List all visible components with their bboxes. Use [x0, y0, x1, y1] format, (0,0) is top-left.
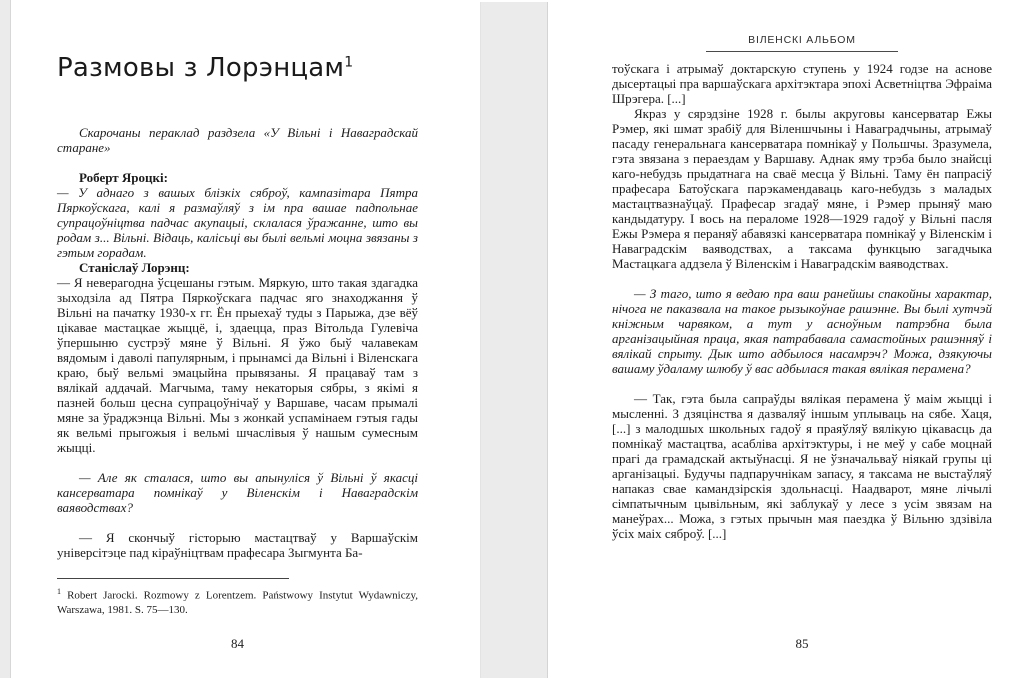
footnote-marker: 1 — [57, 587, 61, 596]
speaker-name-lorentz: Станіслаў Лорэнц: — [79, 260, 190, 275]
dialogue-answer-1: — Я неверагодна ўсцешаны гэтым. Мяркую, што такая здагадка зыходзіла ад Пятра Пяркоўскага падчас яго знаходжання ў Вільні на пачатку 1930-х гг. Ён прыехаў туды з Парыжа, дзе вёў цікавае мастацкае жыццё, і, здаецца, праз Вітольда Гулевіча ўпершыню сустрэў мяне ў Вільні. Я ўжо быў чалавекам вядомым і даволі папулярным, і прынамсі да Вільні і Віленскага краю, быў вельмі эмацыйна прывязаны. Я працаваў там з вялікай аддачай. Магчыма, таму некаторыя сябры, з якімі я пазней больш цесна супрацоўнічаў у Варшаве, часам прымалі мяне за ўраджэнца Вільні. Мы з жонкай успамінаем гэтыя гады як вельмі прыгожыя і вельмі шчаслівыя ў нашым сумесным жыцці. — [57, 275, 418, 455]
page-number-left: 84 — [231, 636, 244, 651]
page-number-right: 85 — [795, 636, 809, 651]
book-page-left — [11, 0, 480, 678]
book-page-right — [548, 0, 1024, 678]
chapter-subtitle: Скарочаны пераклад раздзела «У Вільні і Наваградскай старане» — [57, 125, 418, 155]
dialogue-question-2: — Але як сталася, што вы апынуліся ў Вільні ў якасці кансерватара помнікаў у Віленскім і Наваградскім ваяводствах? — [57, 470, 418, 515]
chapter-title — [57, 52, 418, 84]
footnote-block — [57, 578, 418, 617]
running-header: ВІЛЕНСКІ АЛЬБОМ — [706, 34, 898, 52]
footnote-text: Robert Jarocki. Rozmowy z Lorentzem. Państwowy Instytut Wydawniczy, Warszawa, 1981. S. 75—130. — [57, 589, 418, 616]
dialogue-question-1: — У аднаго з вашых блізкіх сяброў, кампазітара Пятра Пяркоўскага, калі я размаўляў з ім пра вашае падпольнае супрацоўніцтва падчас акупацыі, склалася ўражанне, што вы родам з... Вільні. Відаць, калісьці вы былі вельмі моцна звязаны з гэтым горадам. — [57, 185, 418, 260]
dialogue-answer-2-start: — Я скончыў гісторыю мастацтваў у Варшаўскім універсітэце пад кіраўніцтвам прафесара Зыгмунта Ба- — [57, 530, 418, 560]
footnote-rule — [57, 578, 289, 579]
page-gutter — [480, 2, 548, 678]
running-header-wrap — [612, 30, 992, 52]
window-left-margin — [0, 0, 11, 678]
dialogue-question-character: — З таго, што я ведаю пра ваш ранейшы спакойны характар, нічога не паказвала на такое рызыкоўнае рашэнне. Вы былі хутчэй кніжным чарвяком, а тут у асноўным патрэбна была арганізацыйная праца, якая патрабавала самастойных рашэнняў і вялікай спрыту. Дык што адбылося насамрэч? Можа, дзякуючы вашаму ўдаламу шлюбу ў вас адбылася такая вялікая перамена? — [612, 286, 992, 376]
paragraph-continuation: тоўскага і атрымаў доктарскую ступень у 1924 годзе на аснове дысертацыі пра варшаўскага архітэктара эпохі Асветніцтва Эфраіма Шрэгера. [...] — [612, 61, 992, 106]
speaker-name-jarocki: Роберт Яроцкі: — [79, 170, 168, 185]
footnote — [57, 585, 418, 617]
title-footnote-marker: 1 — [344, 54, 354, 71]
chapter-title-text: Размовы з Лорэнцам — [57, 53, 345, 83]
paragraph-remer: Якраз у сярэдзіне 1928 г. былы акруговы кансерватар Ежы Рэмер, які шмат зрабіў для Віленшчыны і Наваградчыны, атрымаў пасаду генеральнага кансерватара помнікаў у Польшчы. Зразумела, гэта звязана з пераездам у Варшаву. Аднак яму трэба было знайсці каго-небудзь прыдатнага на сваё месца ў Вільні. Таму ён папрасіў прафесара Батоўскага парэкамендаваць каго-небудзь з маладых мастацтвазнаўцаў. Прафесар згадаў мяне, і Рэмер прыняў маю кандыдатуру. І вось на пераломе 1928—1929 гадоў у Вільні пасля Ежы Рэмера я пераняў абавязкі кансерватара помнікаў у Віленскім і Наваградскім ваяводствах, а таксама функцыю загадчыка Мастацкага аддзела ў Віленскім і Наваградскім ваяводствах. — [612, 106, 992, 271]
dialogue-answer-change: — Так, гэта была сапраўды вялікая перамена ў маім жыцці і мысленні. З дзяцінства я дазваляў іншым уплываць на сябе. Хаця, [...] з малодшых школьных гадоў я праяўляў вялікую цікавасць да помнікаў мастацтва, асабліва архітэктуры, і не меў у сабе моцнай прагі да грамадскай актыўнасці. Я не ўзначальваў ніякай групы ці арганізацыі. Будучы падпаручнікам запасу, я таксама не выстаўляў напаказ свае камандзірскія здольнасці. Наадварот, мяне лічылі сімпатычным цывільным, які заблукаў у лесе з усім звязам на манеўрах... Можа, з гэтых прычын мая паездка ў Вільню здзівіла ўсіх маіх сяброў. [...] — [612, 391, 992, 541]
